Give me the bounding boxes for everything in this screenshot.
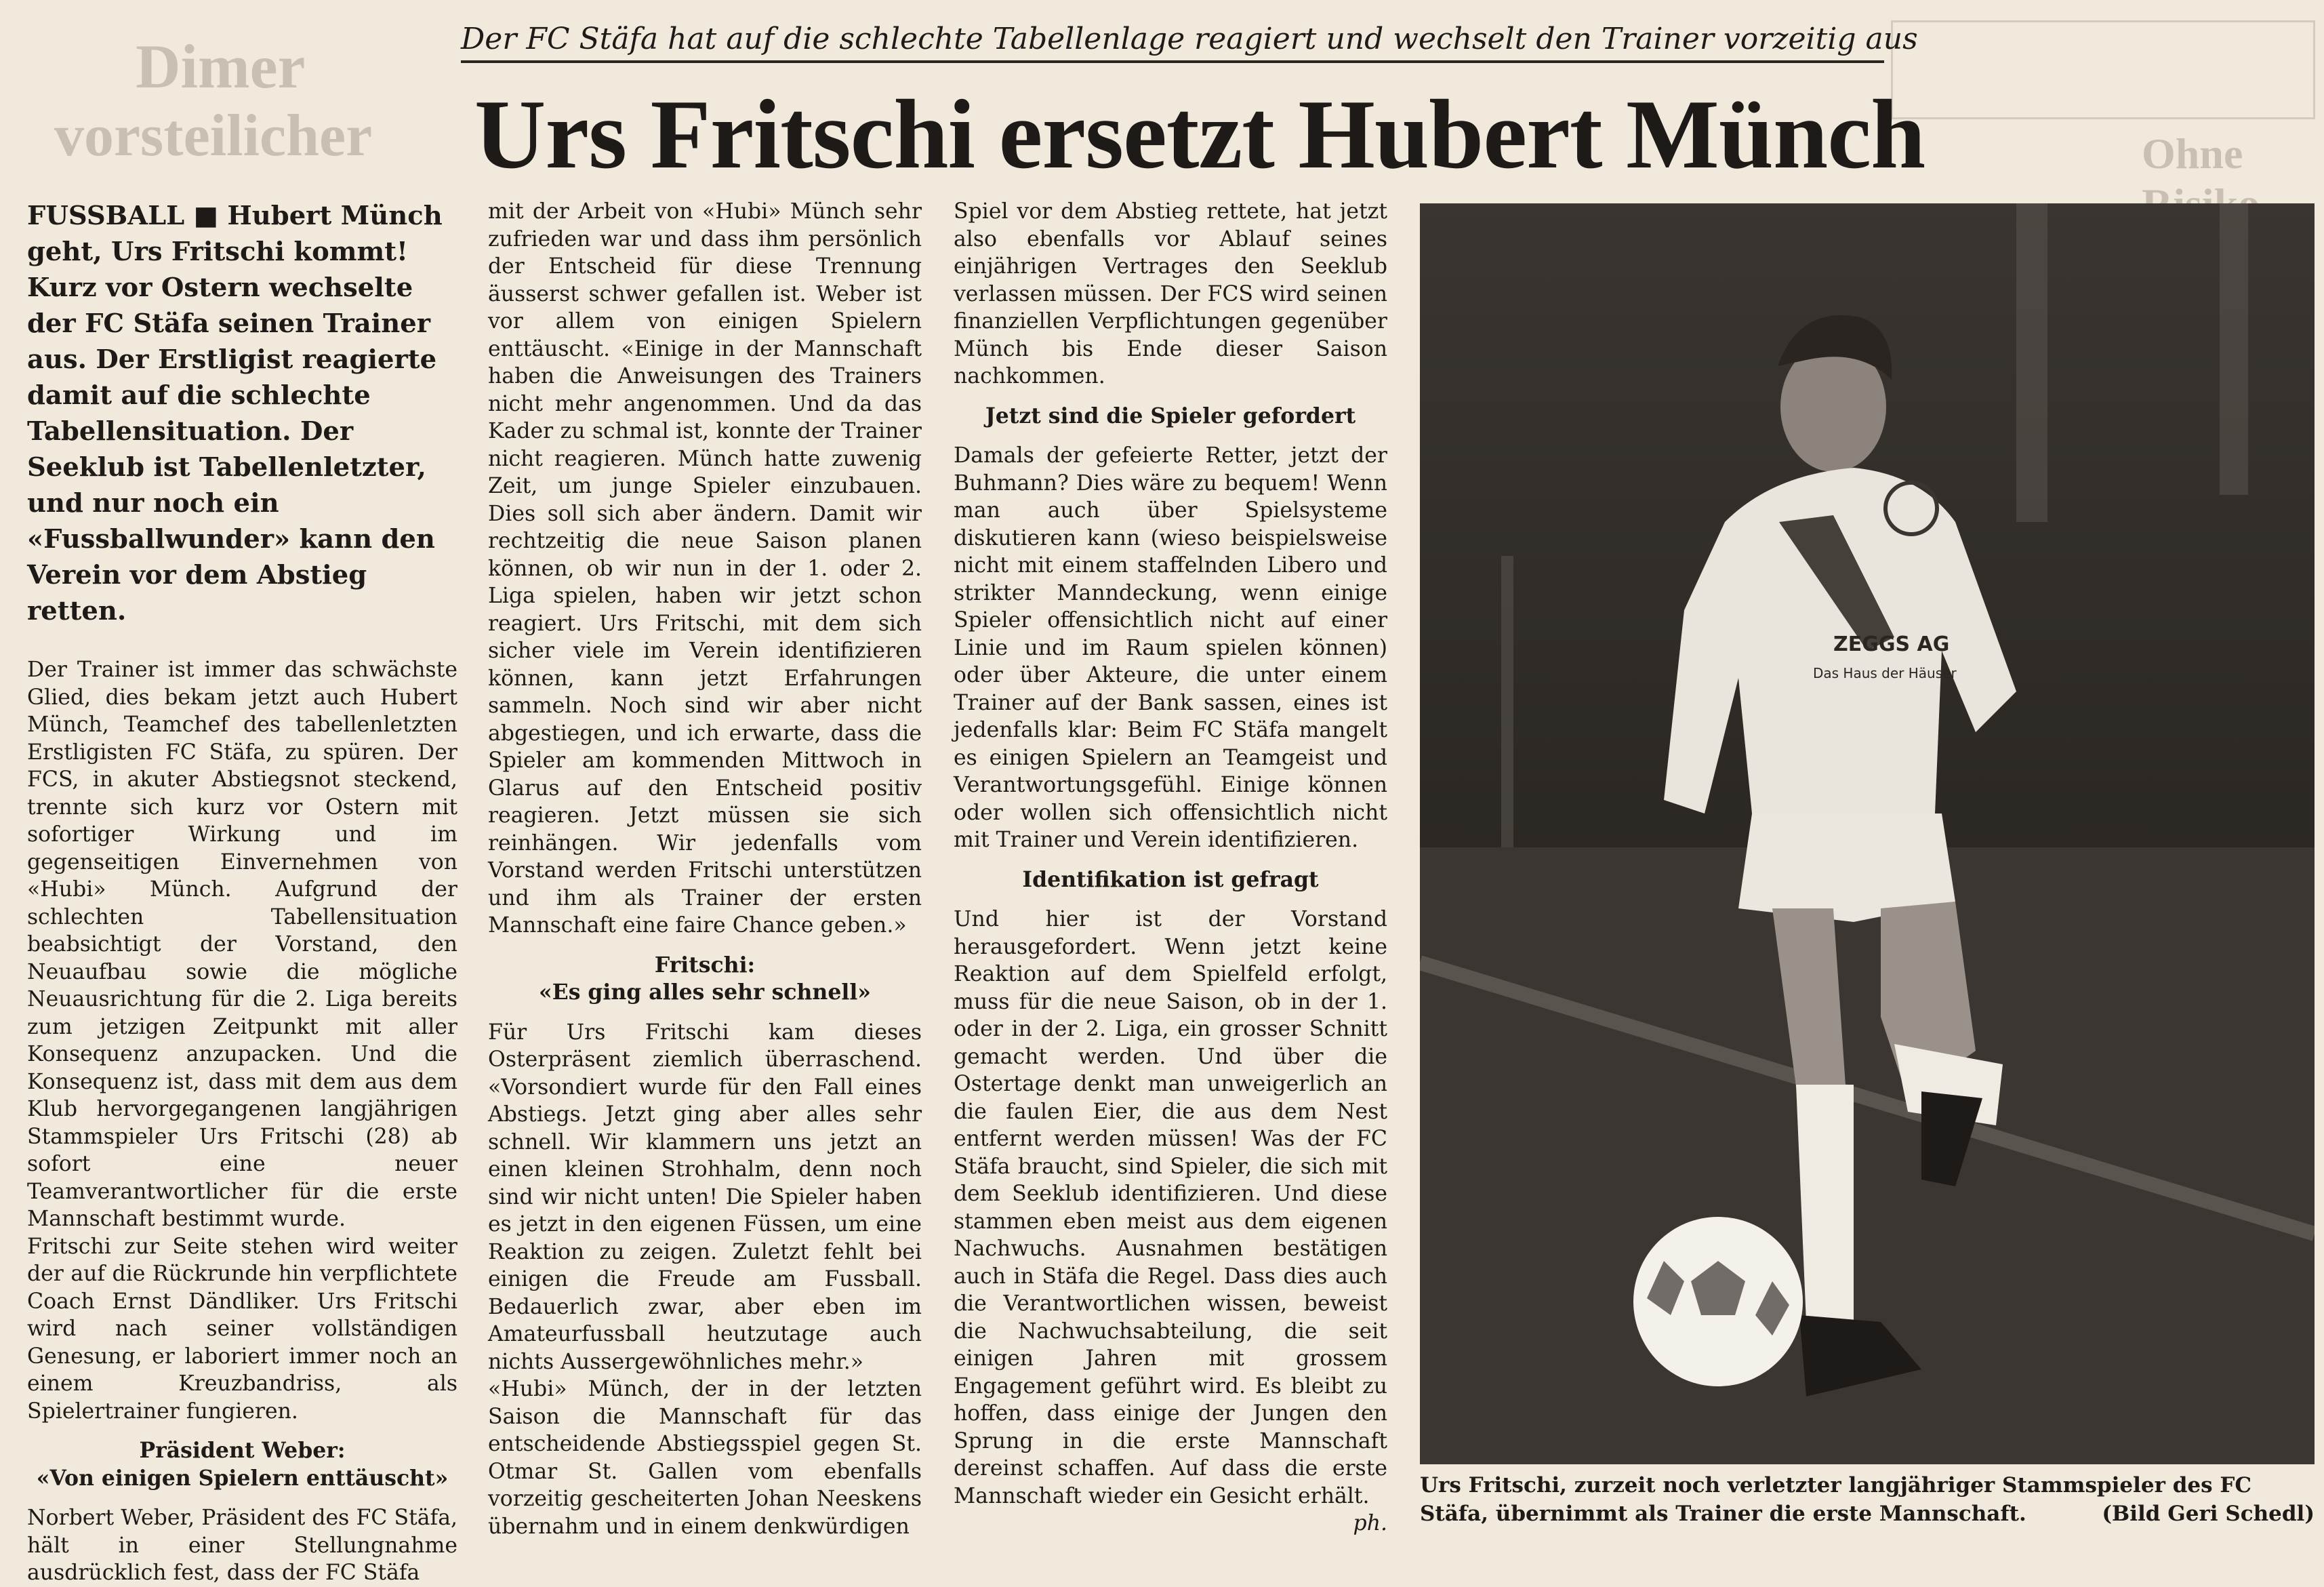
caption-text: Urs Fritschi, zurzeit noch verletzter langjähriger Stammspieler des FC Stäfa, übernimmt als Trainer die erste Mannschaft. xyxy=(1420,1473,2252,1526)
column-1 xyxy=(27,198,457,1587)
background-fragment: Dimer xyxy=(136,32,306,101)
body-paragraph: mit der Arbeit von «Hubi» Münch sehr zufrieden war und dass ihm persönlich der Entscheid für diese Trennung äusserst schwer gefallen ist. Weber ist vor allem von einigen Spielern enttäuscht. «Einige in der Mannschaft haben die Anweisungen des Trainers nicht mehr angenommen. Und da das Kader zu schmal ist, konnte der Trainer nicht reagieren. Münch hatte zuwenig Zeit, um junge Spieler einzubauen. Dies soll sich aber ändern. Damit wir rechtzeitig die neue Saison planen können, ob wir nun in der 1. oder 2. Liga spielen, haben wir jetzt schon reagiert. Urs Fritschi, mit dem sich sicher viele im Verein identifizieren können, kann jetzt Erfahrungen sammeln. Noch sind wir aber nicht abgestiegen, und ich erwarte, dass die Spieler am kommenden Mittwoch in Glarus auf den Entscheid positiv reagieren. Jetzt müssen sie sich reinhängen. Wir jedenfalls vom Vorstand werden Fritschi unterstützen und ihm als Trainer der ersten Mannschaft eine faire Chance geben.» xyxy=(488,199,922,938)
player-photo xyxy=(1420,203,2315,1464)
player-photo-illustration xyxy=(1420,203,2315,1464)
photo-credit: (Bild Geri Schedl) xyxy=(2102,1502,2315,1526)
body-paragraph: Und hier ist der Vorstand herausgefordert. Wenn jetzt keine Reaktion auf dem Spielfeld erfolgt, muss für die neue Saison, ob in der 1. oder in der 2. Liga, ein grosser Schnitt gemacht werden. Und über die Ostertage denkt man unweigerlich an die faulen Eier, die aus dem Nest entfernt werden müssen! Was der FC Stäfa braucht, sind Spieler, die sich mit dem Seeklub identifizieren. Und diese stammen eben meist aus dem eigenen Nachwuchs. Ausnahmen bestätigen auch in Stäfa die Regel. Dass dies auch die Verantwortlichen wissen, beweist die Nachwuchsabteilung, die seit einigen Jahren mit grossem Engagement geführt wird. Es bleibt zu hoffen, dass einige der Jungen den Sprung in die erste Mannschaft dereinst schaffen. Auf dass die erste Mannschaft wieder ein Gesicht erhält. ph. xyxy=(954,906,1387,1510)
background-fragment: vorsteilicher xyxy=(54,103,373,169)
body-paragraph: Norbert Weber, Präsident des FC Stäfa, hält in einer Stellungnahme ausdrücklich fest, dass der FC Stäfa xyxy=(27,1506,457,1585)
shirt-sponsor: ZEGGS AG xyxy=(1833,632,1950,656)
body-paragraph: Fritschi zur Seite stehen wird weiter der auf die Rückrunde hin verpflichtete Coach Ernst Dändliker. Urs Fritschi wird nach seiner vollständigen Genesung, er laboriert immer noch an einem Kreuzbandriss, als Spielertrainer fungieren. xyxy=(27,1234,457,1424)
column-2 xyxy=(488,198,922,1540)
article-headline: Urs Fritschi ersetzt Hubert Münch xyxy=(474,79,1925,189)
shirt-sponsor-line2: Das Haus der Häuser xyxy=(1813,665,1957,681)
subheading: Fritschi: xyxy=(654,952,756,978)
body-paragraph: Für Urs Fritschi kam dieses Osterpräsent ziemlich überraschend. «Vorsondiert wurde für den Fall eines Abstiegs. Jetzt ging aber alles sehr schnell. Wir klammern uns jetzt an einen kleinen Strohhalm, denn noch sind wir nicht unten! Die Spieler haben es jetzt in den eigenen Füssen, um eine Reaktion zu zeigen. Zuletzt fehlt bei einigen die Freude am Fussball. Bedauerlich zwar, aber eben im Amateurfussball heutzutage auch nichts Aussergewöhnliches mehr.» xyxy=(488,1020,922,1374)
subheading: Identifikation ist gefragt xyxy=(1022,866,1319,892)
background-fragment: Ohne xyxy=(2142,129,2243,178)
background-box xyxy=(1891,20,2315,119)
subheading: Präsident Weber: xyxy=(139,1438,346,1463)
body-paragraph: «Hubi» Münch, der in der letzten Saison die Mannschaft für das entscheidende Abstiegsspiel gegen St. Otmar St. Gallen vom ebenfalls vorzeitig gescheiterten Johan Neeskens übernahm und in einem denkwürdigen xyxy=(488,1377,922,1539)
body-paragraph: Der Trainer ist immer das schwächste Glied, dies bekam jetzt auch Hubert Münch, Teamchef des tabellenletzten Erstligisten FC Stäfa, zu spüren. Der FCS, in akuter Abstiegsnot steckend, trennte sich kurz vor Ostern mit sofortiger Wirkung und im gegenseitigen Einvernehmen von «Hubi» Münch. Aufgrund der schlechten Tabellensituation beabsichtigt der Vorstand, den Neuaufbau sowie die mögliche Neuausrichtung für die 2. Liga bereits zum jetzigen Zeitpunkt mit aller Konsequenz anzupacken. Und die Konsequenz ist, dass mit dem aus dem Klub hervorgegangenen langjährigen Stammspieler Urs Fritschi (28) ab sofort eine neuer Teamverantwortlicher für die erste Mannschaft bestimmt wurde. xyxy=(27,658,457,1231)
column-3 xyxy=(954,198,1387,1538)
article-lead: FUSSBALL ■ Hubert Münch geht, Urs Fritschi kommt! Kurz vor Ostern wechselte der FC Stäfa seinen Trainer aus. Der Erstligist reagierte damit auf die schlechte Tabellensituation. Der Seeklub ist Tabellenletzter, und nur noch ein «Fussballwunder» kann den Verein vor dem Abstieg retten. xyxy=(27,201,443,626)
subheading: «Von einigen Spielern enttäuscht» xyxy=(36,1465,449,1491)
photo-caption xyxy=(1420,1471,2315,1528)
subheading: «Es ging alles sehr schnell» xyxy=(539,980,871,1005)
body-paragraph: Spiel vor dem Abstieg rettete, hat jetzt also ebenfalls vor Ablauf seines einjährigen Vertrages den Seeklub verlassen müssen. Der FCS wird seinen finanziellen Verpflichtungen gegenüber Münch bis Ende dieser Saison nachkommen. xyxy=(954,199,1387,388)
author-initials: ph. xyxy=(1353,1511,1387,1535)
article-kicker: Der FC Stäfa hat auf die schlechte Tabellenlage reagiert und wechselt den Trainer vorzeitig aus xyxy=(461,22,1884,63)
body-paragraph: Damals der gefeierte Retter, jetzt der Buhmann? Dies wäre zu bequem! Wenn man auch über Spielsysteme diskutieren kann (wieso beispielsweise nicht mit einem staffelnden Libero und strikter Manndeckung, wenn einige Spieler offensichtlich nicht auf einer Linie und im Raum spielen können) oder über Akteure, die unter einem Trainer auf der Bank sassen, eines ist jedenfalls klar: Beim FC Stäfa mangelt es einigen Spielern an Teamgeist und Verantwortungsgefühl. Einige können oder wollen sich offensichtlich nicht mit Trainer und Verein identifizieren. xyxy=(954,443,1387,852)
subheading: Jetzt sind die Spieler gefordert xyxy=(985,403,1356,428)
